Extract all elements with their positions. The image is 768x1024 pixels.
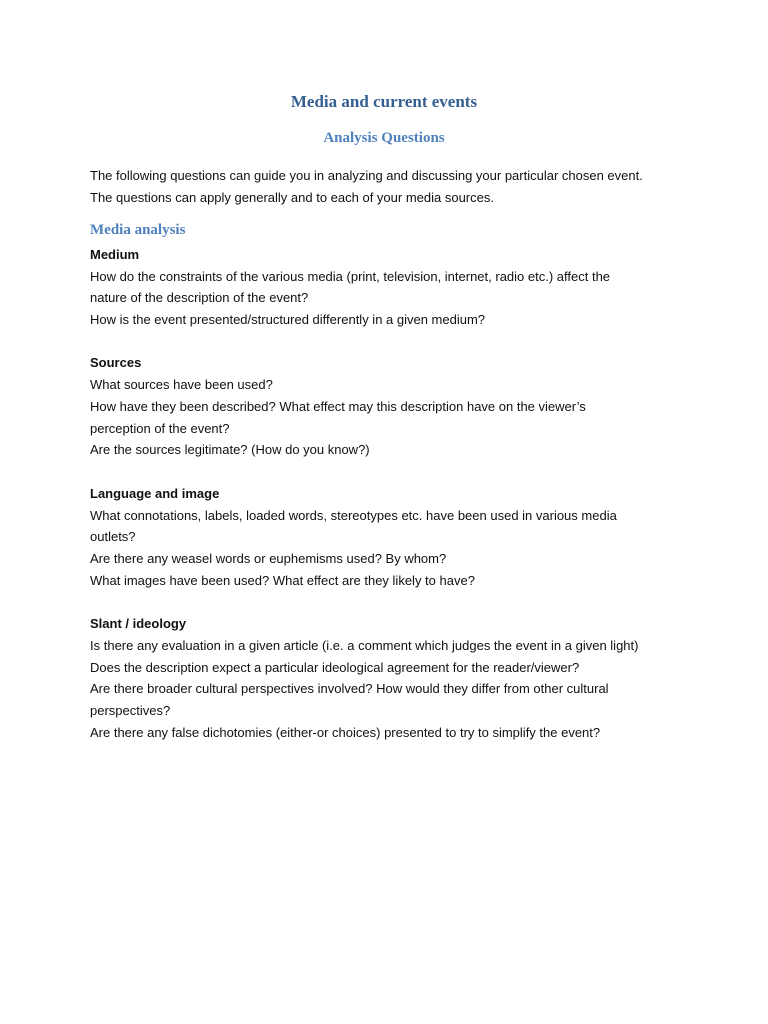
- slant-line: Does the description expect a particular ideological agreement for the reader/viewer?: [90, 660, 580, 675]
- language-line: Are there any weasel words or euphemisms used? By whom?: [90, 551, 447, 566]
- section-heading-media-analysis: Media analysis: [90, 222, 186, 238]
- language-line: What connotations, labels, loaded words, stereotypes etc. have been used in various media: [90, 508, 617, 523]
- slant-line: Are there any false dichotomies (either-or choices) presented to try to simplify the event?: [90, 725, 601, 740]
- medium-line: How do the constraints of the various media (print, television, internet, radio etc.) affect the: [90, 269, 611, 284]
- subsection-heading-sources: Sources: [90, 355, 142, 370]
- slant-line: perspectives?: [90, 703, 171, 718]
- sources-line: What sources have been used?: [90, 377, 273, 392]
- slant-line: Is there any evaluation in a given article (i.e. a comment which judges the event in a given light): [90, 638, 639, 653]
- slant-line: Are there broader cultural perspectives involved? How would they differ from other cultural: [90, 681, 609, 696]
- language-line: What images have been used? What effect are they likely to have?: [90, 573, 475, 588]
- language-line: outlets?: [90, 529, 136, 544]
- intro-line: The following questions can guide you in analyzing and discussing your particular chosen event.: [90, 168, 643, 183]
- document-title: Media and current events: [290, 92, 478, 111]
- sources-line: perception of the event?: [90, 421, 230, 436]
- subsection-heading-medium: Medium: [90, 247, 140, 262]
- subsection-heading-slant-ideology: Slant / ideology: [90, 616, 187, 631]
- subsection-heading-language-and-image: Language and image: [90, 486, 220, 501]
- sources-line: How have they been described? What effect may this description have on the viewer’s: [90, 399, 586, 414]
- intro-line: The questions can apply generally and to each of your media sources.: [90, 190, 494, 205]
- medium-line: How is the event presented/structured differently in a given medium?: [90, 312, 486, 327]
- medium-line: nature of the description of the event?: [90, 290, 309, 305]
- document-subtitle: Analysis Questions: [323, 130, 445, 146]
- sources-line: Are the sources legitimate? (How do you know?): [90, 442, 370, 457]
